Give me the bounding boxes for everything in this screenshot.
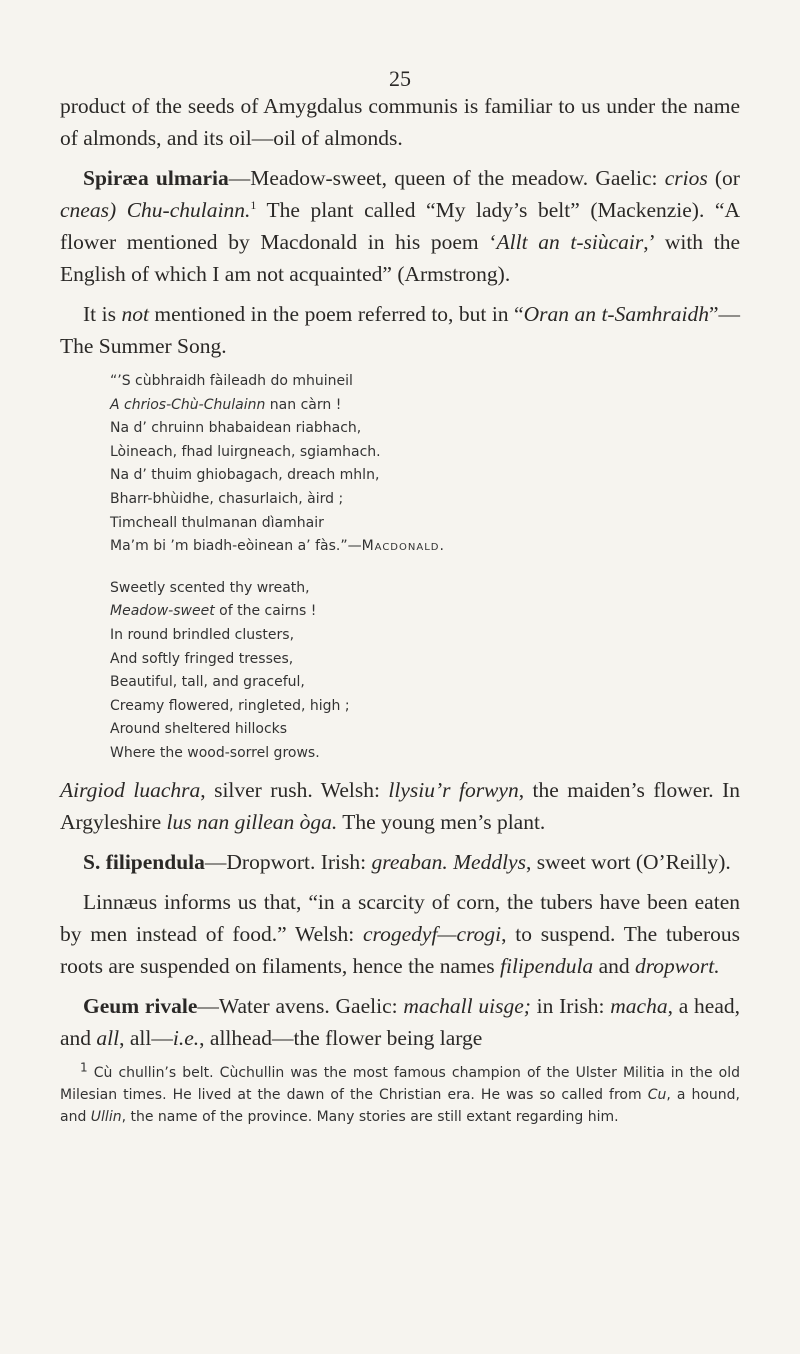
paragraph-linnaeus: Linnæus informs us that, “in a scarcity of corn, the tubers have been eaten by men instead of food.” Welsh: crogedyf—crogi, to suspend. The tuberous roots are suspended on filaments, hence the names filipendula and dropwort. <box>60 889 740 978</box>
paragraph-summer-song: It is not mentioned in the poem referred to, but in “Oran an t-Samhraidh”—The Summer Song. <box>60 302 740 358</box>
footnote-reference: 1 <box>250 197 257 212</box>
poem-line: Bharr-bhùidhe, chasurlaich, àird ; <box>110 490 344 507</box>
species-heading: Geum rivale <box>83 993 198 1018</box>
poem-line: Creamy flowered, ringleted, high ; <box>110 697 350 714</box>
poem-line: “’S cùbhraidh fàileadh do mhuineil <box>110 373 353 389</box>
poem-line: Where the wood-sorrel grows. <box>110 744 320 761</box>
poem-attribution: Macdonald. <box>361 538 445 555</box>
poem-line: Lòineach, fhad luirgneach, sgiamhach. <box>110 443 381 460</box>
paragraph-spiraea-ulmaria: Spiræa ulmaria—Meadow-sweet, queen of the meadow. Gaelic: crios (or cneas) Chu-chulainn.$^1$ The plant called “My lady’s belt” (Mackenzie). “A flower mentioned by Macdonald in his poem ‘Allt an t-siùcair,’ with the English of which I am not acquainted” (Armstrong). <box>60 166 741 286</box>
gaelic-poem <box>110 370 740 569</box>
poem-line: Around sheltered hillocks <box>110 721 288 738</box>
poem-line: Ma’m bi ’m biadh-eòinean a’ fàs.”—Macdonald. <box>110 538 445 555</box>
poem-line: Na d’ thuim ghiobagach, dreach mhln, <box>110 467 380 484</box>
main-text <box>60 90 740 1136</box>
poem-line: Meadow-sweet of the cairns ! <box>110 603 317 620</box>
footnote-mark: 1 <box>80 1059 88 1074</box>
poem-line: Sweetly scented thy wreath, <box>110 579 310 596</box>
paragraph-geum-rivale: Geum rivale—Water avens. Gaelic: machall uisge; in Irish: macha, a head, and all, all—i.e., allhead—the flower being large <box>60 993 740 1050</box>
english-poem <box>110 577 740 766</box>
page-number: 25 <box>389 66 411 91</box>
footnote: $^1$ Cù chullin’s belt. Cùchullin was the most famous champion of the Ulster Militia in the old Milesian times. He lived at the dawn of the Christian era. He was so called from Cu, a hound, and Ullin, the name of the province. Many stories are still extant regarding him. <box>60 1059 741 1125</box>
species-heading: S. filipendula <box>83 849 205 874</box>
paragraph-almonds: product of the seeds of Amygdalus communis is familiar to us under the name of almonds, and its oil—oil of almonds. <box>60 94 740 150</box>
paragraph-filipendula: S. filipendula—Dropwort. Irish: greaban. Meddlys, sweet wort (O’Reilly). <box>83 849 731 874</box>
poem-line: Timcheall thulmanan dìamhair <box>110 514 324 531</box>
poem-line: Na d’ chruinn bhabaidean riabhach, <box>110 420 362 437</box>
poem-line: Beautiful, tall, and graceful, <box>110 674 305 691</box>
species-heading: Spiræa ulmaria <box>83 166 229 190</box>
poem-line: And softly fringed tresses, <box>110 650 294 667</box>
paragraph-airgiod-luachra: Airgiod luachra, silver rush. Welsh: llysiu’r forwyn, the maiden’s flower. In Argyleshire lus nan gillean òga. The young men’s plant. <box>60 777 740 834</box>
poem-line: In round brindled clusters, <box>110 626 295 643</box>
poem-line: A chrios-Chù-Chulainn nan càrn ! <box>110 396 342 413</box>
